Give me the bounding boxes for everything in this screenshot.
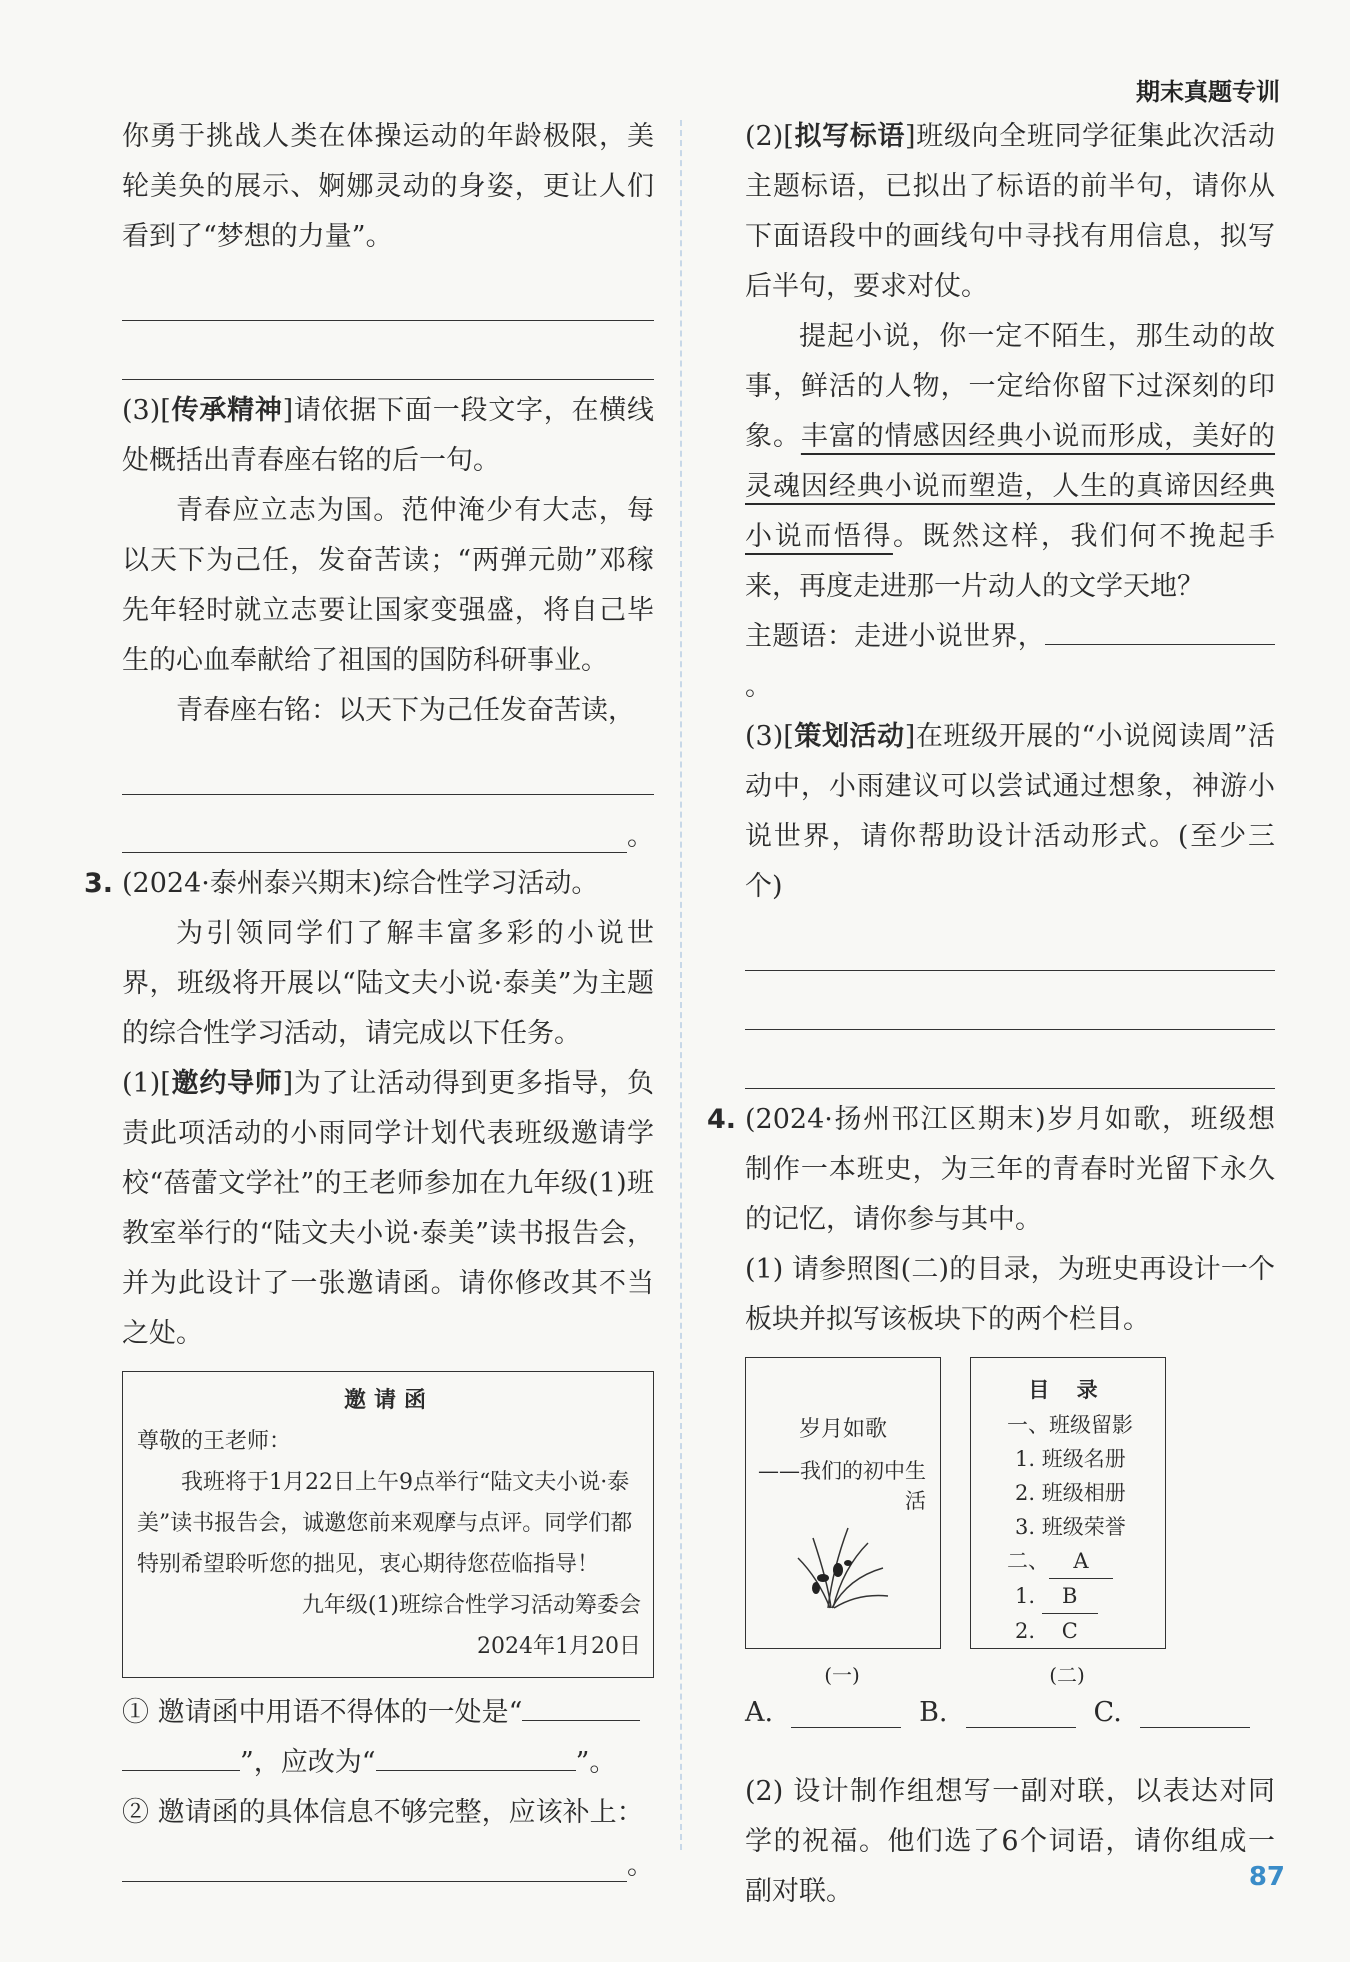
answer-line-end [122, 795, 654, 853]
cover-subtitle: ——我们的初中生活 [758, 1459, 926, 1513]
p4-q2: (2) 设计制作组想写一副对联，以表达对同学的祝福。他们选了6个词语，请你组成一副对联。 [745, 1776, 1275, 1907]
toc-blank-c: C [1042, 1614, 1098, 1649]
q3-motto: 青春座右铭：以天下为己任发奋苦读， [176, 695, 635, 726]
answer-b-label: B. [919, 1697, 948, 1728]
q2-text: 班级向全班同学征集此次活动主题标语，已拟出了标语的前半句，请你从下面语段中的画线句中寻找有用信息，拟写后半句，要求对仗。 [745, 121, 1276, 302]
toc-blank-b: B [1042, 1579, 1098, 1614]
answer-line[interactable] [745, 912, 1275, 971]
q3-passage: 青春应立志为国。范仲淹少有大志，每以天下为己任，发奋苦读；“两弹元勋”邓稼先年轻时就立志要让国家变强盛，将自己毕生的心血奉献给了祖国的国防科研事业。 [122, 495, 654, 676]
blank[interactable] [1045, 616, 1275, 645]
orchid-illustration-icon [788, 1508, 898, 1618]
sub1-text-a: ① 邀请函中用语不得体的一处是“ [122, 1697, 523, 1728]
figure-2-toc [970, 1357, 1166, 1649]
figure-1-caption: (一) [824, 1663, 860, 1687]
answer-a-label: A. [745, 1697, 774, 1728]
toc-item [1007, 1544, 1165, 1579]
blank[interactable] [522, 1692, 640, 1721]
page-number: 87 [1248, 1862, 1285, 1892]
q2-passage-underlined: 丰富的情感因经典小说而形成，美好的灵魂因经典小说而塑造，人生的真谛因经典小说而悟得 [745, 421, 1276, 552]
q3-prompt: (3)[传承精神]请依据下面一段文字，在横线处概括出青春座右铭的后一句。 [122, 395, 655, 476]
toc-blank-a: A [1049, 1544, 1113, 1579]
sub1-text-b: ”，应改为“ [240, 1747, 376, 1778]
invitation-greeting: 尊敬的王老师： [137, 1429, 292, 1454]
invitation-title: 邀请函 [343, 1387, 434, 1413]
period: 。 [627, 821, 654, 852]
toc-item [1007, 1579, 1165, 1614]
q2-passage-b: 。既然这样，我们何不挽起手来，再度走进那一片动人的文学天地？ [745, 521, 1276, 602]
blank[interactable] [376, 1742, 576, 1771]
blank[interactable] [791, 1699, 901, 1728]
problem-4-text: (2024·扬州邗江区期末)岁月如歌，班级想制作一本班史，为三年的青春时光留下永久的记忆，请你参与其中。 [745, 1104, 1275, 1235]
q2-prompt: (2)[拟写标语]班级向全班同学征集此次活动主题标语，已拟出了标语的前半句，请你从下面语段中的画线句中寻找有用信息，拟写后半句，要求对仗。 [745, 121, 1276, 302]
p3-q1-number: (1) [122, 1068, 161, 1099]
toc-item: 3. 班级荣誉 [1015, 1515, 1126, 1539]
invitation-signature: 九年级(1)班综合性学习活动筹委会 [301, 1593, 641, 1618]
right-column [707, 112, 1276, 1917]
figure-1-cover [745, 1357, 941, 1649]
answer-line-end [122, 1838, 654, 1882]
invitation-box [122, 1371, 654, 1678]
q2-passage [745, 312, 1275, 612]
q3-tag: 传承精神 [170, 395, 283, 426]
column-divider [680, 120, 682, 1850]
p3-q1-text: 为了让活动得到更多指导，负责此项活动的小雨同学计划代表班级邀请学校“蓓蕾文学社”的王老师参加在九年级(1)班教室举行的“陆文夫小说·泰美”读书报告会，并为此设计了一张邀请函。请你修改其不当之处。 [122, 1068, 655, 1349]
toc-n2: 2. [1015, 1619, 1036, 1643]
p3-q1-tag: 邀约导师 [170, 1068, 283, 1099]
blank[interactable] [122, 1742, 240, 1771]
q2-theme-label: 主题语：走进小说世界， [745, 621, 1045, 652]
q2-passage-a: 提起小说，你一定不陌生，那生动的故事，鲜活的人物，一定给你留下过深刻的印象。 [745, 321, 1275, 452]
problem-3-intro: 为引领同学们了解丰富多彩的小说世界，班级将开展以“陆文夫小说·泰美”为主题的综合性学习活动，请完成以下任务。 [122, 918, 654, 1049]
q2-theme [745, 612, 1275, 712]
toc-item: 1. 班级名册 [1015, 1447, 1126, 1471]
cover-title: 岁月如歌 [798, 1417, 887, 1442]
toc-item [1007, 1614, 1165, 1649]
problem-3-header [84, 859, 654, 909]
blank[interactable] [966, 1699, 1076, 1728]
intro-continuation: 你勇于挑战人类在体操运动的年龄极限，美轮美奂的展示、婀娜灵动的身姿，更让人们看到了“梦想的力量”。 [122, 121, 654, 252]
period: 。 [745, 671, 772, 702]
problem-3-source: (2024·泰州泰兴期末)综合性学习活动。 [122, 868, 599, 899]
q3-right-prompt: (3)[策划活动]在班级开展的“小说阅读周”活动中，小雨建议可以尝试通过想象，神游小说世界，请你帮助设计活动形式。(至少三个) [745, 721, 1276, 902]
answer-line[interactable] [122, 794, 627, 853]
sub-question-1 [122, 1688, 654, 1788]
toc-item: 一、班级留影 [1007, 1413, 1133, 1437]
toc-sec2: 二、 [1007, 1549, 1049, 1573]
q2-number: (2) [745, 121, 784, 152]
problem-4-number: 4. [707, 1104, 737, 1135]
sub-question-2: ② 邀请函的具体信息不够完整，应该补上： [122, 1797, 644, 1828]
answer-abc-row [745, 1697, 1275, 1728]
answer-line[interactable] [745, 1030, 1275, 1089]
q3-right-text: 在班级开展的“小说阅读周”活动中，小雨建议可以尝试通过想象，神游小说世界，请你帮助设计活动形式。(至少三个) [745, 721, 1276, 902]
answer-line[interactable] [122, 736, 654, 795]
q3-number: (3) [122, 395, 161, 426]
p4-q1: (1) 请参照图(二)的目录，为班史再设计一个板块并拟写该板块下的两个栏目。 [745, 1254, 1275, 1335]
answer-line[interactable] [745, 971, 1275, 1030]
q3-right-tag: 策划活动 [793, 721, 905, 752]
q3-text: 请依据下面一段文字，在横线处概括出青春座右铭的后一句。 [122, 395, 655, 476]
page-header-title: 期末真题专训 [1136, 78, 1280, 106]
q3-right-number: (3) [745, 721, 784, 752]
figure-2-caption: (二) [1049, 1663, 1085, 1687]
problem-3-number: 3. [84, 868, 114, 899]
blank[interactable] [1140, 1699, 1250, 1728]
toc-list [971, 1408, 1165, 1649]
left-column [84, 112, 655, 1882]
problem-4-header [707, 1095, 1275, 1245]
q2-tag: 拟写标语 [793, 121, 906, 152]
answer-c-label: C. [1093, 1697, 1122, 1728]
answer-line[interactable] [122, 321, 654, 380]
invitation-body: 我班将于1月22日上午9点举行“陆文夫小说·泰美”读书报告会，诚邀您前来观摩与点评。同学们都特别希望聆听您的拙见，衷心期待您莅临指导！ [137, 1470, 633, 1577]
p3-q1-prompt: (1)[邀约导师]为了让活动得到更多指导，负责此项活动的小雨同学计划代表班级邀请学校“蓓蕾文学社”的王老师参加在九年级(1)班教室举行的“陆文夫小说·泰美”读书报告会，并为此设计了一张邀请函。请你修改其不当之处。 [122, 1068, 655, 1349]
invitation-date: 2024年1月20日 [477, 1634, 641, 1659]
period: 。 [627, 1850, 654, 1881]
toc-title: 目 录 [1028, 1378, 1108, 1402]
toc-n1: 1. [1015, 1584, 1036, 1608]
answer-line[interactable] [122, 262, 654, 321]
answer-line[interactable] [122, 1837, 627, 1882]
toc-item: 2. 班级相册 [1015, 1481, 1126, 1505]
figures [745, 1357, 1275, 1777]
sub1-text-c: ”。 [575, 1747, 617, 1778]
